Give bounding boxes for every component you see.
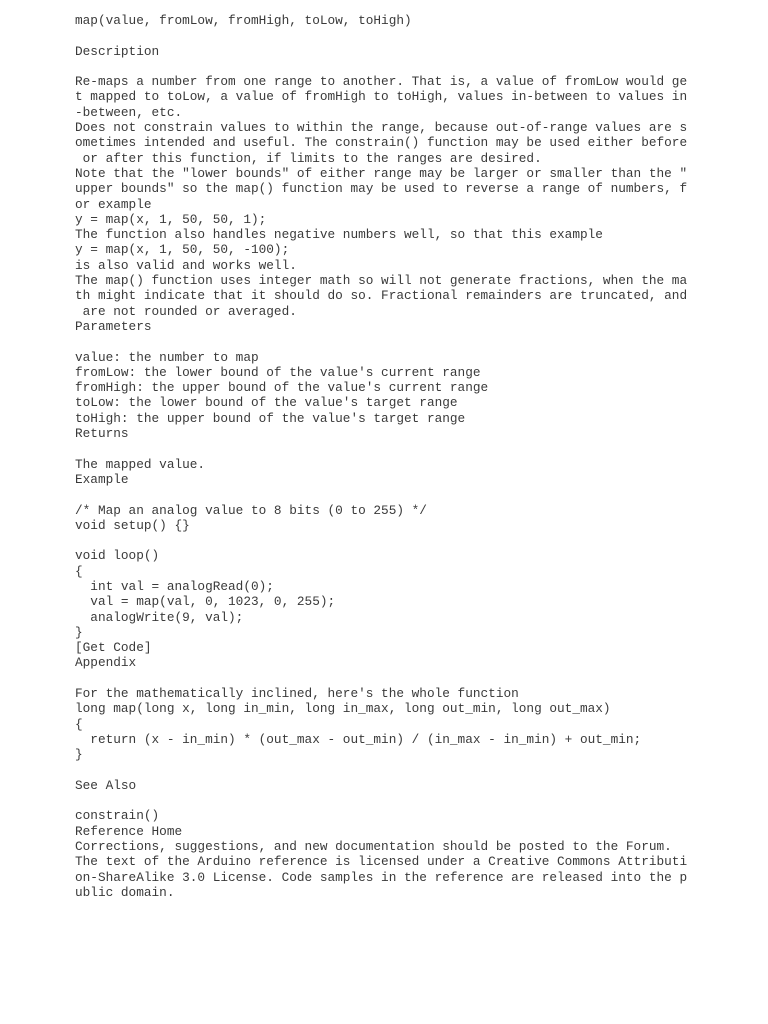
blank-line [75, 441, 687, 456]
text-line: } [75, 624, 83, 640]
blank-line [75, 533, 687, 548]
text-line: The function also handles negative numbers well, so that this example [75, 227, 603, 243]
blank-line [75, 487, 687, 502]
text-line: toHigh: the upper bound of the value's target range [75, 410, 466, 426]
text-line: or example [75, 196, 152, 212]
text-line: upper bounds" so the map() function may be used to reverse a range of numbers, f [75, 181, 688, 197]
text-line: y = map(x, 1, 50, 50, 1); [75, 211, 267, 227]
text-line: long map(long x, long in_min, long in_max, long out_min, long out_max) [75, 701, 611, 717]
text-line: Description [75, 43, 160, 59]
text-line: fromLow: the lower bound of the value's current range [75, 364, 481, 380]
text-line: are not rounded or averaged. [75, 303, 297, 319]
text-line: /* Map an analog value to 8 bits (0 to 255) */ [75, 502, 427, 518]
text-line: The mapped value. [75, 456, 206, 472]
text-line: Does not constrain values to within the range, because out-of-range values are s [75, 120, 688, 136]
text-line: th might indicate that it should do so. Fractional remainders are truncated, and [75, 288, 688, 304]
text-line: val = map(val, 0, 1023, 0, 255); [75, 594, 336, 610]
text-line: For the mathematically inclined, here's the whole function [75, 686, 519, 702]
text-line: The map() function uses integer math so will not generate fractions, when the ma [75, 273, 688, 289]
text-line: { [75, 716, 83, 732]
text-line: Note that the "lower bounds" of either range may be larger or smaller than the " [75, 165, 688, 181]
text-line: on-ShareAlike 3.0 License. Code samples in the reference are released into the p [75, 869, 688, 885]
text-line: fromHigh: the upper bound of the value's current range [75, 380, 489, 396]
text-line: Reference Home [75, 823, 183, 839]
blank-line [75, 763, 687, 778]
text-line: analogWrite(9, val); [75, 609, 244, 625]
blank-line [75, 334, 687, 349]
text-line: map(value, fromLow, fromHigh, toLow, toHigh) [75, 13, 412, 28]
text-line: is also valid and works well. [75, 257, 297, 273]
text-line: t mapped to toLow, a value of fromHigh to toHigh, values in-between to values in [75, 89, 688, 105]
blank-line [75, 59, 687, 74]
text-line: Re-maps a number from one range to another. That is, a value of fromLow would ge [75, 74, 688, 90]
text-line: Example [75, 471, 129, 487]
text-line: int val = analogRead(0); [75, 578, 274, 594]
document-body [75, 13, 687, 900]
text-line: -between, etc. [75, 104, 183, 120]
text-line: return (x - in_min) * (out_max - out_min) / (in_max - in_min) + out_min; [75, 731, 642, 747]
text-line: ometimes intended and useful. The constrain() function may be used either before [75, 135, 688, 151]
text-line: { [75, 563, 83, 579]
text-line: constrain() [75, 808, 160, 824]
text-line: value: the number to map [75, 349, 259, 365]
text-line: Parameters [75, 318, 152, 334]
text-line: toLow: the lower bound of the value's target range [75, 395, 458, 411]
text-line: or after this function, if limits to the ranges are desired. [75, 150, 542, 166]
blank-line [75, 28, 687, 43]
text-line: y = map(x, 1, 50, 50, -100); [75, 242, 290, 258]
text-line: } [75, 747, 83, 763]
text-line: Corrections, suggestions, and new documentation should be posted to the Forum. [75, 839, 672, 855]
text-line: See Also [75, 777, 137, 793]
text-line: [Get Code] [75, 640, 152, 656]
text-line: ublic domain. [75, 884, 175, 900]
blank-line [75, 793, 687, 808]
text-line: Returns [75, 426, 129, 442]
text-line: void loop() [75, 548, 160, 564]
text-line: void setup() {} [75, 517, 190, 533]
text-line: The text of the Arduino reference is licensed under a Creative Commons Attributi [75, 854, 688, 870]
blank-line [75, 671, 687, 686]
text-line: Appendix [75, 655, 137, 671]
